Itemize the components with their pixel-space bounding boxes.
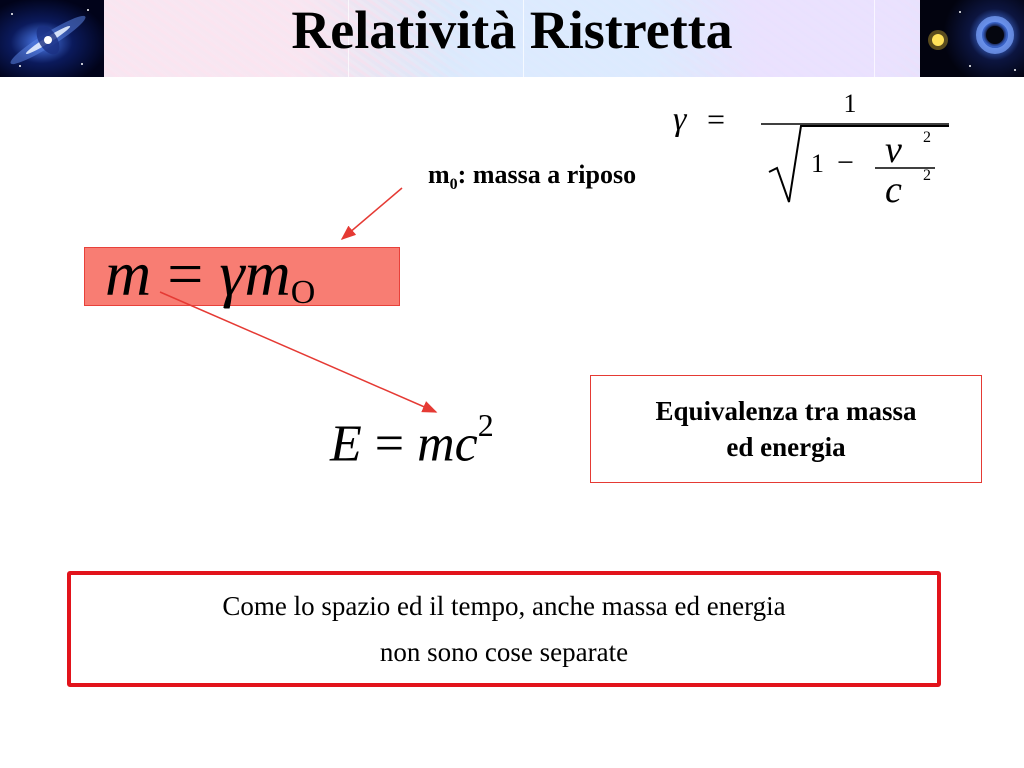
light-speed-exponent: 2 bbox=[923, 167, 931, 184]
radicand-one: 1 bbox=[811, 149, 824, 178]
rest-mass-label: $m_0$: massa a riposo bbox=[428, 160, 637, 194]
minus-sign: − bbox=[837, 146, 854, 179]
equivalence-text: Equivalenza tra massa ed energia bbox=[655, 396, 917, 462]
equals-sign: = bbox=[707, 101, 726, 137]
mass-energy-formula: $E = mc^2$ bbox=[330, 407, 494, 473]
numerator-one: 1 bbox=[843, 89, 857, 118]
gamma-symbol: γ bbox=[673, 101, 687, 138]
rest-mass-arrow bbox=[342, 188, 402, 239]
relativistic-mass-formula: m = γmO bbox=[105, 238, 316, 311]
energy-arrow bbox=[160, 292, 436, 412]
conclusion-text: Come lo spazio ed il tempo, anche massa ed energia non sono cose separate bbox=[222, 591, 786, 667]
slide-title: Relatività Ristretta bbox=[291, 0, 733, 60]
velocity-symbol: v bbox=[885, 129, 902, 171]
light-speed-symbol: c bbox=[885, 169, 902, 211]
velocity-exponent: 2 bbox=[923, 129, 931, 146]
